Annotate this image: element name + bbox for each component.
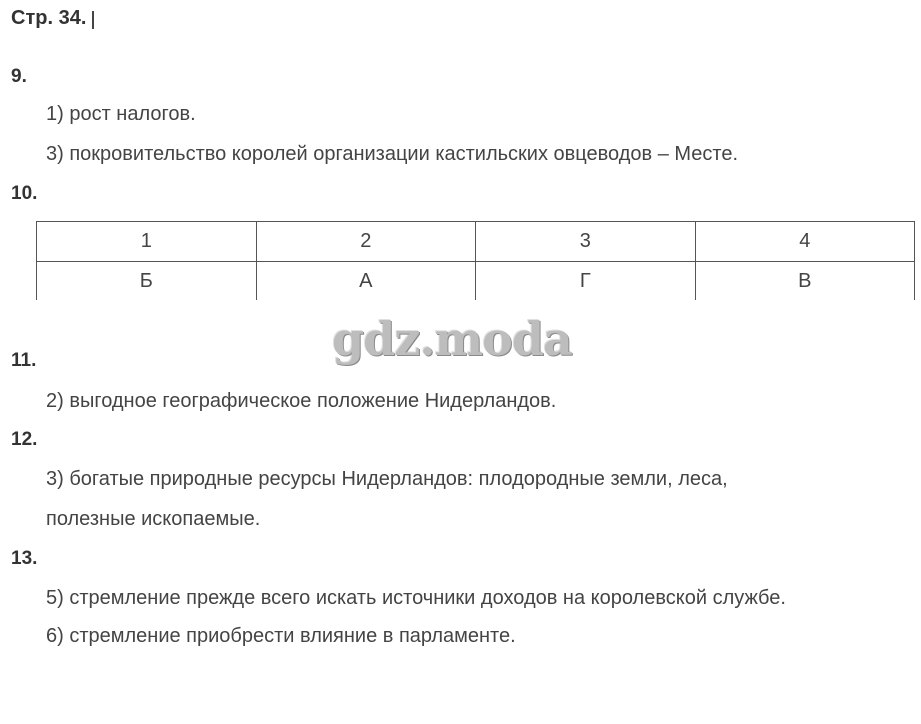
answer-13-2: 6) стремление приобрести влияние в парламенте.	[46, 625, 516, 647]
table-header-cell: 4	[695, 222, 915, 262]
table-header-cell: 3	[476, 222, 696, 262]
answer-9-2: 3) покровительство королей организации кастильских овцеводов – Месте.	[46, 143, 739, 165]
site-watermark: gdz.moda	[332, 312, 572, 366]
answer-9-1: 1) рост налогов.	[46, 103, 196, 125]
table-cell: А	[256, 262, 476, 301]
question-number-9: 9.	[11, 66, 27, 87]
matching-table	[36, 221, 915, 300]
answer-12-2: полезные ископаемые.	[46, 508, 261, 530]
table-header-cell: 2	[256, 222, 476, 262]
answer-12-1: 3) богатые природные ресурсы Нидерландов: плодородные земли, леса,	[46, 468, 728, 490]
text-cursor-mark	[92, 11, 94, 29]
question-number-10: 10.	[11, 183, 38, 204]
table-header-row	[37, 222, 915, 262]
answer-13-1: 5) стремление прежде всего искать источники доходов на королевской службе.	[46, 587, 786, 609]
question-number-11: 11.	[11, 350, 37, 371]
table-header-cell: 1	[37, 222, 257, 262]
question-number-12: 12.	[11, 429, 38, 450]
table-cell: Б	[37, 262, 257, 301]
question-number-13: 13.	[11, 548, 38, 569]
table-row	[37, 262, 915, 301]
table-cell: В	[695, 262, 915, 301]
page-number-label: Стр. 34.	[11, 7, 87, 29]
table-cell: Г	[476, 262, 696, 301]
page-title	[11, 7, 94, 30]
answer-11-1: 2) выгодное географическое положение Нидерландов.	[46, 390, 557, 412]
